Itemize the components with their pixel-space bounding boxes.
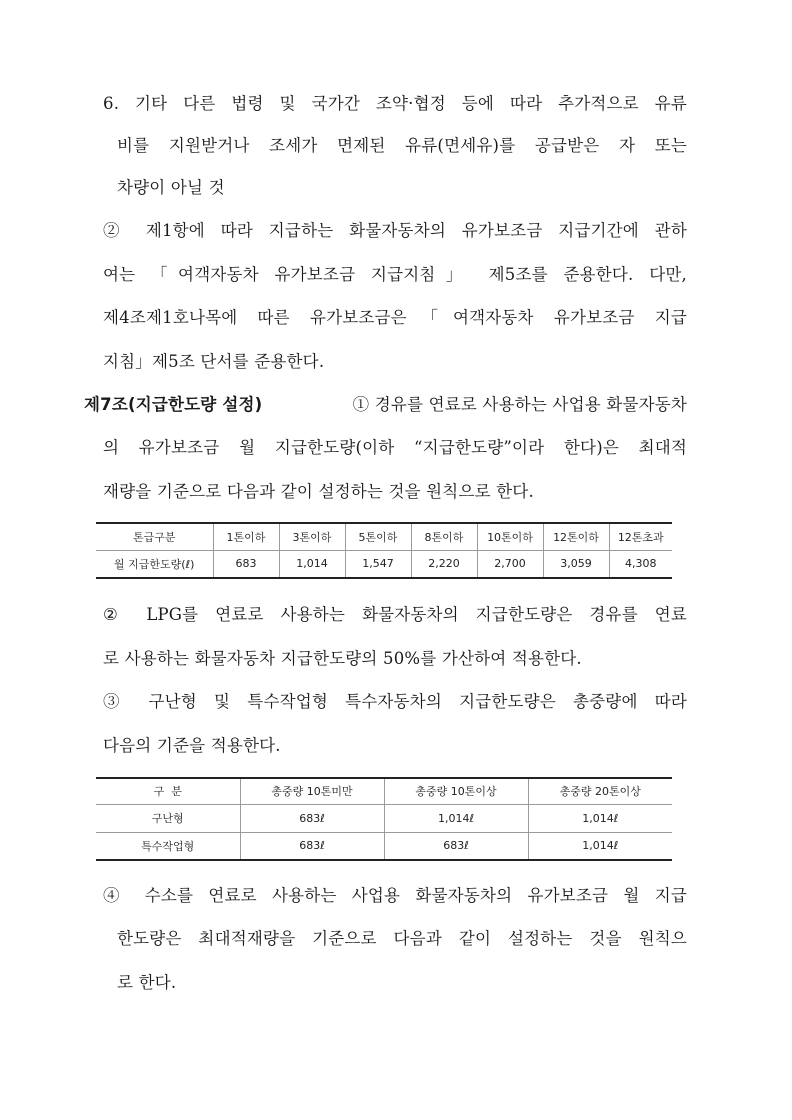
para2-line3: 제4조제1호나목에 따른 유가보조금은「여객자동차 유가보조금 지급 (103, 308, 687, 327)
limit-table-cell: 2,700 (477, 550, 543, 578)
hydrogen-line1: ④ 수소를 연료로 사용하는 사업용 화물자동차의 유가보조금 월 지급 (103, 886, 687, 905)
limit-table-header (96, 523, 672, 550)
special-table-header-cell: 총중량 10톤미만 (240, 778, 384, 804)
article7-line1-text: ① 경유를 연료로 사용하는 사업용 화물자동차 (352, 395, 687, 414)
special-table-cell: 1,014ℓ (384, 804, 528, 832)
article7-line3: 재량을 기준으로 다음과 같이 설정하는 것을 원칙으로 한다. (103, 482, 534, 501)
item6-line2: 비를 지원받거나 조세가 면제된 유류(면세유)를 공급받은 자 또는 (117, 136, 687, 155)
special-table-header-cell: 총중량 20톤이상 (528, 778, 672, 804)
special-table-cell: 구난형 (96, 804, 240, 832)
article7-line2: 의 유가보조금 월 지급한도량(이하 “지급한도량”이라 한다)은 최대적 (103, 438, 687, 457)
para2-line2: 여는 「여객자동차 유가보조금 지급지침」 제5조를 준용한다. 다만, (103, 265, 687, 284)
limit-table-header-cell: 8톤이하 (411, 523, 477, 550)
limit-table-row (96, 550, 672, 578)
limit-table-header-cell: 10톤이하 (477, 523, 543, 550)
special-table-row (96, 832, 672, 860)
limit-table-header-cell: 12톤이하 (543, 523, 609, 550)
limit-table-cell: 683 (213, 550, 279, 578)
special-table-cell: 683ℓ (240, 832, 384, 860)
special-table-cell: 1,014ℓ (528, 832, 672, 860)
lpg-line2: 로 사용하는 화물자동차 지급한도량의 50%를 가산하여 적용한다. (103, 649, 582, 668)
article7-heading: 제7조(지급한도량 설정) (84, 395, 263, 414)
special-table-cell: 특수작업형 (96, 832, 240, 860)
limit-table-cell: 3,059 (543, 550, 609, 578)
limit-table-cell: 월 지급한도량(ℓ) (96, 550, 213, 578)
limit-table-header-cell: 12톤초과 (609, 523, 672, 550)
special-table-cell: 683ℓ (240, 804, 384, 832)
limit-table (96, 522, 672, 579)
article7-line1 (84, 393, 687, 417)
limit-table-header-cell: 5톤이하 (345, 523, 411, 550)
para2-line1: ② 제1항에 따라 지급하는 화물자동차의 유가보조금 지급기간에 관하 (103, 221, 687, 240)
limit-table-header-cell: 톤급구분 (96, 523, 213, 550)
limit-table-header-cell: 1톤이하 (213, 523, 279, 550)
special-table-header (96, 778, 672, 804)
limit-table-cell: 2,220 (411, 550, 477, 578)
hydrogen-line3: 로 한다. (117, 973, 177, 992)
lpg-line1: ② LPG를 연료로 사용하는 화물자동차의 지급한도량은 경유를 연료 (103, 605, 687, 624)
limit-table-cell: 1,014 (279, 550, 345, 578)
hydrogen-line2: 한도량은 최대적재량을 기준으로 다음과 같이 설정하는 것을 원칙으 (117, 929, 687, 948)
special-table-cell: 683ℓ (384, 832, 528, 860)
special-table-row (96, 804, 672, 832)
special-table-cell: 1,014ℓ (528, 804, 672, 832)
item6-line1: 6. 기타 다른 법령 및 국가간 조약·협정 등에 따라 추가적으로 유류 (103, 94, 687, 113)
limit-table-header-cell: 3톤이하 (279, 523, 345, 550)
special-line1: ③ 구난형 및 특수작업형 특수자동차의 지급한도량은 총중량에 따라 (103, 692, 687, 711)
para2-line4: 지침」제5조 단서를 준용한다. (103, 352, 325, 371)
limit-table-cell: 4,308 (609, 550, 672, 578)
special-table-header-cell: 총중량 10톤이상 (384, 778, 528, 804)
limit-table-cell: 1,547 (345, 550, 411, 578)
special-line2: 다음의 기준을 적용한다. (103, 736, 281, 755)
special-table-header-cell: 구 분 (96, 778, 240, 804)
special-vehicle-table (96, 777, 672, 861)
item6-line3: 차량이 아닐 것 (117, 178, 225, 197)
